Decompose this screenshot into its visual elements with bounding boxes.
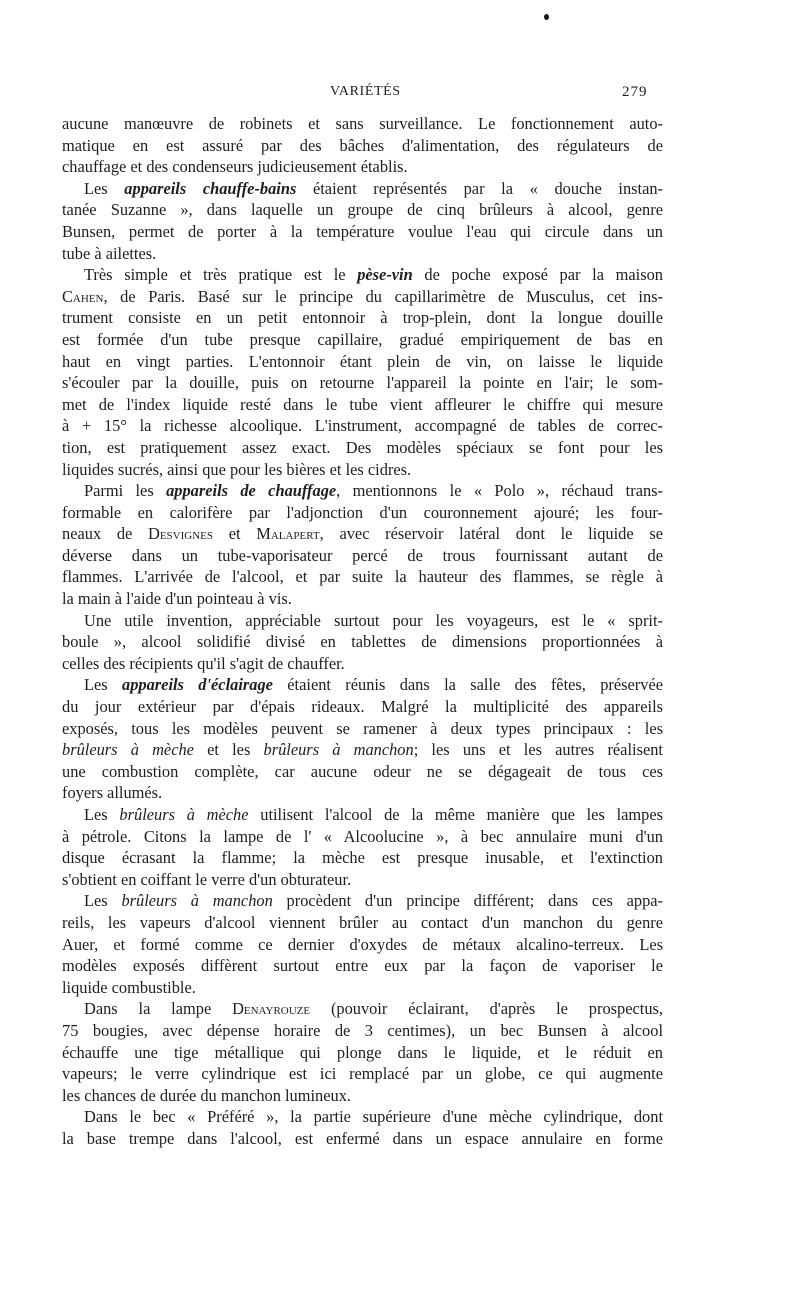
text-line [62, 696, 663, 718]
text-line [62, 178, 663, 200]
text-run: étaient réunis dans la salle des fêtes, préservée [272, 675, 663, 695]
text-run: à pétrole. Citons la lampe de l' « Alcoolucine », à bec annulaire muni d'un [62, 826, 663, 846]
text-run: exposés, tous les modèles peuvent se ramener à deux types principaux : les [62, 718, 663, 738]
text-line [62, 674, 663, 696]
text-run: formable en calorifère par l'adjonction d'un couronnement ajouré; les four- [62, 502, 663, 522]
italic-term: brûleurs à manchon [263, 740, 414, 760]
text-run: neaux de [62, 524, 148, 544]
text-run: Les [84, 805, 120, 824]
text-run: procèdent d'un principe différent; dans ces appa- [272, 891, 663, 911]
text-run: de poche exposé par la maison [412, 265, 663, 285]
text-line [62, 847, 663, 869]
body-text [62, 113, 663, 1150]
text-line [62, 394, 663, 416]
text-run: une combustion complète, car aucune odeur ne se dégageait de tous ces [62, 761, 663, 781]
ink-dot [544, 14, 549, 20]
text-line [62, 718, 663, 740]
text-run: liquide combustible. [62, 977, 196, 997]
text-line [62, 307, 663, 329]
text-run: liquides sucrés, ainsi que pour les bières et les cidres. [62, 459, 412, 479]
text-run: 75 bougies, avec dépense horaire de 3 centimes), un bec Bunsen à alcool [62, 1020, 663, 1040]
text-line [62, 955, 663, 977]
text-line [62, 545, 663, 567]
text-run: foyers allumés. [62, 783, 163, 803]
italic-term: brûleurs à manchon [121, 891, 273, 911]
text-line [62, 286, 663, 308]
proper-name: Desvignes [148, 524, 214, 544]
text-run: Dans le bec « Préféré », la partie supérieure d'une mèche cylindrique, dont [84, 1107, 663, 1127]
text-line [62, 1042, 663, 1064]
proper-name: Malapert [256, 524, 320, 544]
text-line [62, 826, 663, 848]
text-run: est formée d'un tube presque capillaire, gradué empiriquement de bas en [62, 329, 663, 349]
text-line [62, 610, 663, 632]
text-run: et [213, 524, 257, 544]
text-line [62, 264, 663, 286]
text-run: flammes. L'arrivée de l'alcool, et par suite la hauteur des flammes, se règle à [62, 567, 663, 587]
emphasis-term: appareils de chauffage [166, 481, 337, 501]
running-head [0, 84, 800, 104]
italic-term: brûleurs à mèche [62, 740, 194, 760]
text-line [62, 977, 663, 999]
emphasis-term: appareils d'éclairage [122, 675, 273, 695]
text-run: aucune manœuvre de robinets et sans surveillance. Le fonctionnement auto- [62, 114, 663, 133]
text-line [62, 804, 663, 826]
text-run: tube à ailettes. [62, 243, 157, 263]
text-run: Dans la lampe [84, 999, 233, 1019]
text-run: déverse dans un tube-vaporisateur percé de trous fournissant autant de [62, 545, 663, 565]
text-line [62, 156, 663, 178]
text-run: Bunsen, permet de porter à la température voulue l'eau qui circule dans un [62, 221, 663, 241]
text-run: boule », alcool solidifié divisé en tablettes de dimensions proportionnées à [62, 632, 663, 652]
text-run: haut en vingt parties. L'entonnoir étant plein de vin, on laisse le liquide [62, 351, 663, 371]
text-run: et les [193, 740, 264, 760]
text-run: s'écouler par la douille, puis on retourne l'appareil la pointe en l'air; le som- [62, 373, 663, 393]
text-run: , avec réservoir latéral dont le liquide se [319, 524, 663, 544]
text-run: vapeurs; le verre cylindrique est ici remplacé par un globe, ce qui augmente [62, 1064, 663, 1084]
emphasis-term: appareils chauffe-bains [124, 178, 297, 198]
proper-name: Denayrouze [232, 999, 311, 1019]
text-run: utilisent l'alcool de la même manière que les lampes [248, 805, 663, 824]
text-line [62, 912, 663, 934]
text-line [62, 502, 663, 524]
text-line [62, 113, 663, 135]
text-run: à + 15° la richesse alcoolique. L'instrument, accompagné de tables de correc- [62, 416, 663, 436]
text-line [62, 869, 663, 891]
text-run: Parmi les [84, 481, 167, 501]
text-run: les chances de durée du manchon lumineux. [62, 1085, 352, 1105]
text-run: Une utile invention, appréciable surtout pour les voyageurs, est le « sprit- [84, 610, 663, 630]
text-run: Les [84, 891, 122, 911]
text-line [62, 998, 663, 1020]
text-line [62, 351, 663, 373]
text-run: Les [84, 178, 125, 198]
text-line [62, 221, 663, 243]
text-run: matique en est assuré par des bâches d'alimentation, des régulateurs de [62, 135, 663, 155]
emphasis-term: pèse-vin [357, 265, 413, 285]
text-run: la base trempe dans l'alcool, est enfermé dans un espace annulaire en forme [62, 1128, 663, 1148]
text-line [62, 243, 663, 265]
text-line [62, 631, 663, 653]
text-run: Très simple et très pratique est le [84, 265, 358, 285]
text-run: Les [84, 675, 123, 695]
text-line [62, 135, 663, 157]
proper-name: Cahen [62, 286, 104, 306]
text-line [62, 588, 663, 610]
text-line [62, 934, 663, 956]
text-line [62, 372, 663, 394]
text-line [62, 437, 663, 459]
text-line [62, 199, 663, 221]
text-run: reils, les vapeurs d'alcool viennent brûler au contact d'un manchon du genre [62, 912, 663, 932]
text-run: celles des récipients qu'il s'agit de chauffer. [62, 653, 345, 673]
text-run: met de l'index liquide resté dans le tube vient affleurer le chiffre qui mesure [62, 394, 663, 414]
text-run: tion, est pratiquement assez exact. Des modèles spéciaux se font pour les [62, 437, 663, 457]
text-line [62, 523, 663, 545]
text-run: la main à l'aide d'un pointeau à vis. [62, 589, 292, 609]
text-line [62, 1106, 663, 1128]
text-line [62, 459, 663, 481]
text-run: tanée Suzanne », dans laquelle un groupe de cinq brûleurs à alcool, genre [62, 200, 663, 220]
page-number: 279 [622, 84, 648, 100]
italic-term: brûleurs à mèche [119, 805, 249, 824]
text-line [62, 782, 663, 804]
text-run: Auer, et formé comme ce dernier d'oxydes de métaux alcalino-terreux. Les [62, 934, 663, 954]
text-run: modèles exposés diffèrent surtout entre eux par la façon de vaporiser le [62, 956, 663, 976]
text-run: étaient représentés par la « douche instan- [296, 178, 663, 198]
text-line [62, 1085, 663, 1107]
text-run: du jour extérieur par d'épais rideaux. Malgré la multiplicité des appareils [62, 697, 663, 717]
text-run: chauffage et des condenseurs judicieusement établis. [62, 157, 408, 177]
text-line [62, 761, 663, 783]
text-run: s'obtient en coiffant le verre d'un obturateur. [62, 869, 352, 889]
text-run: disque écrasant la flamme; la mèche est presque inusable, et l'extinction [62, 848, 663, 868]
text-line [62, 1128, 663, 1150]
text-run: , de Paris. Basé sur le principe du capillarimètre de Musculus, cet ins- [103, 286, 663, 306]
text-run: (pouvoir éclairant, d'après le prospectus, [310, 999, 663, 1019]
text-line [62, 329, 663, 351]
text-line [62, 890, 663, 912]
text-line [62, 566, 663, 588]
text-run: , mentionnons le « Polo », réchaud trans- [336, 481, 663, 501]
running-head-title: VARIÉTÉS [330, 84, 401, 99]
text-line [62, 480, 663, 502]
text-run: échauffe une tige métallique qui plonge dans le liquide, et le réduit en [62, 1042, 663, 1062]
text-line [62, 1063, 663, 1085]
text-line [62, 1020, 663, 1042]
text-run: ; les uns et les autres réalisent [413, 740, 663, 760]
text-line [62, 415, 663, 437]
text-line [62, 653, 663, 675]
text-run: trument consiste en un petit entonnoir à trop-plein, dont la longue douille [62, 308, 663, 328]
text-line [62, 739, 663, 761]
